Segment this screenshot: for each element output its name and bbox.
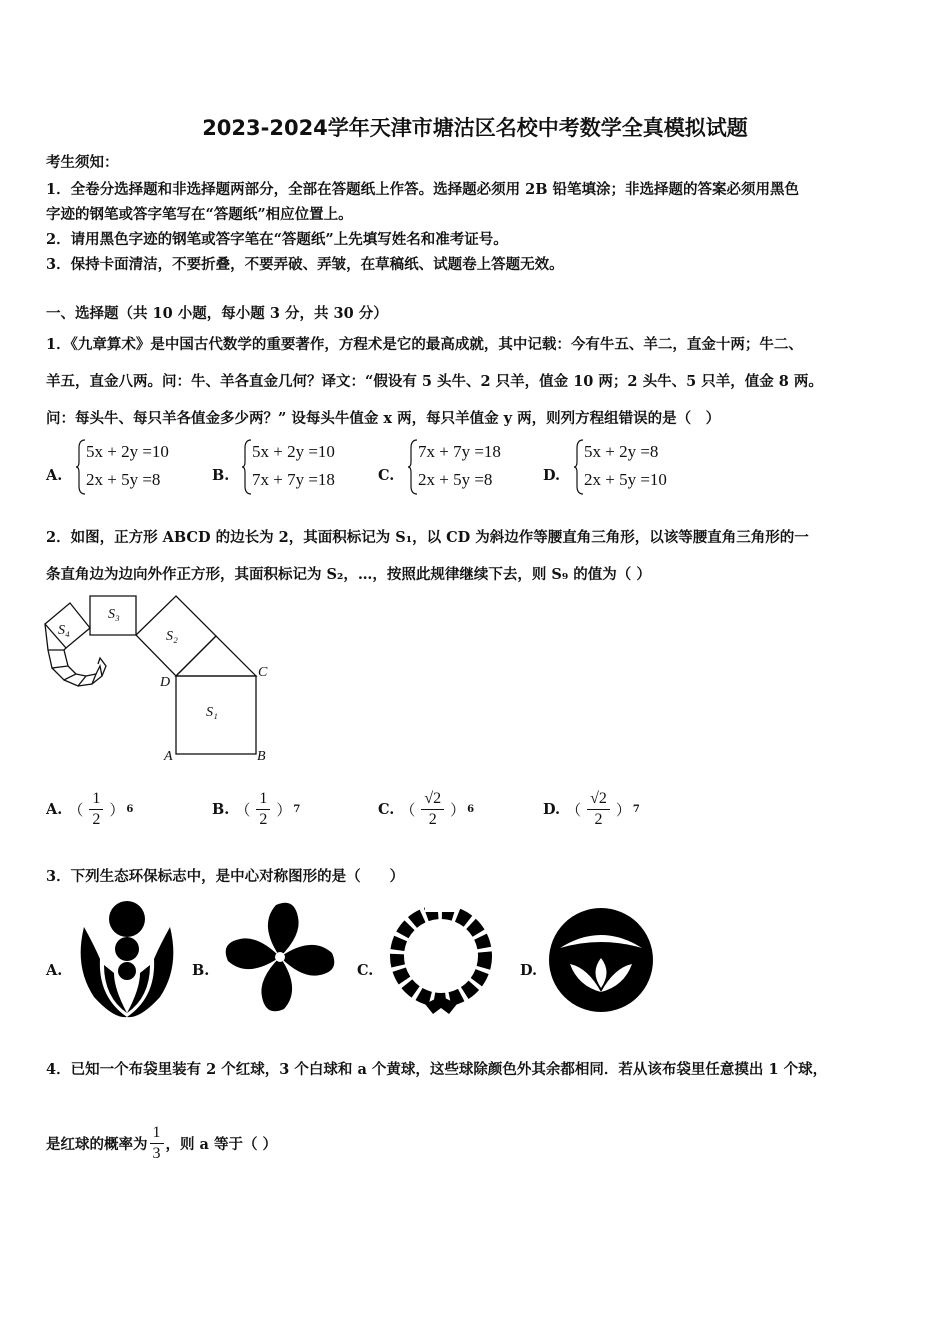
small-square-9: [78, 674, 96, 686]
q2-option-b[interactable]: B. （ $\frac{1}{2}$ ） 7: [212, 789, 301, 828]
fraction: $\frac{√2}{2}$: [421, 789, 444, 830]
notice-line-2: 2．请用黑色字迹的钢笔或答字笔在“答题纸”上先填写姓名和准考证号。: [46, 231, 508, 248]
label-s4: S₄: [58, 623, 70, 638]
q2-option-c[interactable]: C. （ $\frac{√2}{2}$ ） 6: [378, 789, 475, 828]
triangle-cd: [176, 636, 256, 676]
q4-fraction: $\frac{1}{3}$: [150, 1123, 164, 1164]
q1-option-c-system: [408, 438, 538, 496]
q2-option-a[interactable]: A. （ $\frac{1}{2}$ ） 6: [46, 789, 134, 828]
q4-line-2: 是红球的概率为 $\frac{1}{3}$ ，则 a 等于（ ）: [46, 1123, 278, 1162]
q3-line: 3．下列生态环保标志中，是中心对称图形的是（ ）: [46, 868, 405, 885]
q1-option-c-label[interactable]: C.: [378, 467, 395, 484]
q1-c-eq2: 2x + 5y =8: [418, 470, 493, 489]
q1-c-eq1: 7x + 7y =18: [418, 442, 501, 461]
notice-heading: 考生须知：: [46, 154, 119, 171]
brace-icon: [76, 438, 86, 496]
eco-logo-b-icon[interactable]: [218, 895, 342, 1019]
q3-option-b-label[interactable]: B.: [192, 962, 210, 979]
q1-option-b-system: [242, 438, 372, 496]
label-a: A: [164, 749, 173, 764]
label-s2: S₂: [166, 629, 178, 644]
q3-option-c-label[interactable]: C.: [357, 962, 374, 979]
q1-option-b-label[interactable]: B.: [212, 467, 230, 484]
brace-icon: [242, 438, 252, 496]
label-b: B: [257, 749, 266, 764]
small-square-6: [48, 650, 68, 668]
notice-line-1a: 1．全卷分选择题和非选择题两部分，全部在答题纸上作答。选择题必须用 2B 铅笔填涂；非选择题的答案必须用黑色: [46, 181, 800, 198]
q1-d-eq1: 5x + 2y =8: [584, 442, 659, 461]
q1-option-d-label[interactable]: D.: [543, 467, 561, 484]
q1-d-eq2: 2x + 5y =10: [584, 470, 667, 489]
page-title: 2023-2024学年天津市塘沽区名校中考数学全真模拟试题: [202, 116, 748, 140]
q1-b-eq2: 7x + 7y =18: [252, 470, 335, 489]
q2-square-figure: [40, 588, 280, 768]
notice-line-3: 3．保持卡面清洁，不要折叠，不要弄破、弄皱，在草稿纸、试题卷上答题无效。: [46, 256, 564, 273]
brace-icon: [574, 438, 584, 496]
q1-line-2: 羊五，直金八两。问：牛、羊各直金几何？译文：“假设有 5 头牛、2 只羊，值金 10 两；2 头牛、5 只羊，值金 8 两。: [46, 373, 823, 390]
brace-icon: [408, 438, 418, 496]
fraction: $\frac{1}{2}$: [256, 789, 270, 830]
q1-option-a-system: [76, 438, 206, 496]
q4-line-1: 4．已知一个布袋里装有 2 个红球，3 个白球和 a 个黄球，这些球除颜色外其余都相同．若从该布袋里任意摸出 1 个球，: [46, 1061, 828, 1078]
q1-line-1: 1．《九章算术》是中国古代数学的重要著作，方程术是它的最高成就，其中记载：今有牛五、羊二，直金十两；牛二、: [46, 336, 803, 353]
q2-option-d[interactable]: D. （ $\frac{√2}{2}$ ） 7: [543, 789, 640, 828]
q2-line-2: 条直角边为边向外作正方形，其面积标记为 S₂，…，按照此规律继续下去，则 S₉ 的值为（ ）: [46, 566, 651, 583]
q1-option-a-label[interactable]: A.: [46, 467, 63, 484]
small-square-8: [64, 674, 86, 686]
eco-logo-a-icon[interactable]: [74, 897, 180, 1019]
q1-a-eq2: 2x + 5y =8: [86, 470, 161, 489]
q2-line-1: 2．如图，正方形 ABCD 的边长为 2，其面积标记为 S₁，以 CD 为斜边作等腰直角三角形，以该等腰直角三角形的一: [46, 529, 809, 546]
label-c: C: [258, 665, 268, 680]
q3-option-d-label[interactable]: D.: [520, 962, 538, 979]
section-heading: 一、选择题（共 10 小题，每小题 3 分，共 30 分）: [46, 305, 388, 322]
fraction: $\frac{1}{2}$: [89, 789, 103, 830]
label-d: D: [160, 675, 171, 690]
q1-b-eq1: 5x + 2y =10: [252, 442, 335, 461]
eco-logo-c-icon[interactable]: [385, 900, 497, 1018]
q1-line-3: 问：每头牛、每只羊各值金多少两？” 设每头牛值金 x 两，每只羊值金 y 两，则列方程组错误的是（ ）: [46, 410, 721, 427]
label-s3: S₃: [108, 607, 120, 622]
q3-option-a-label[interactable]: A.: [46, 962, 63, 979]
fraction: $\frac{√2}{2}$: [587, 789, 610, 830]
notice-line-1b: 字迹的钢笔或答字笔写在“答题纸”相应位置上。: [46, 206, 353, 223]
q1-option-d-system: [574, 438, 704, 496]
eco-logo-d-icon[interactable]: [548, 906, 654, 1014]
label-s1: S₁: [206, 705, 218, 720]
q1-a-eq1: 5x + 2y =10: [86, 442, 169, 461]
